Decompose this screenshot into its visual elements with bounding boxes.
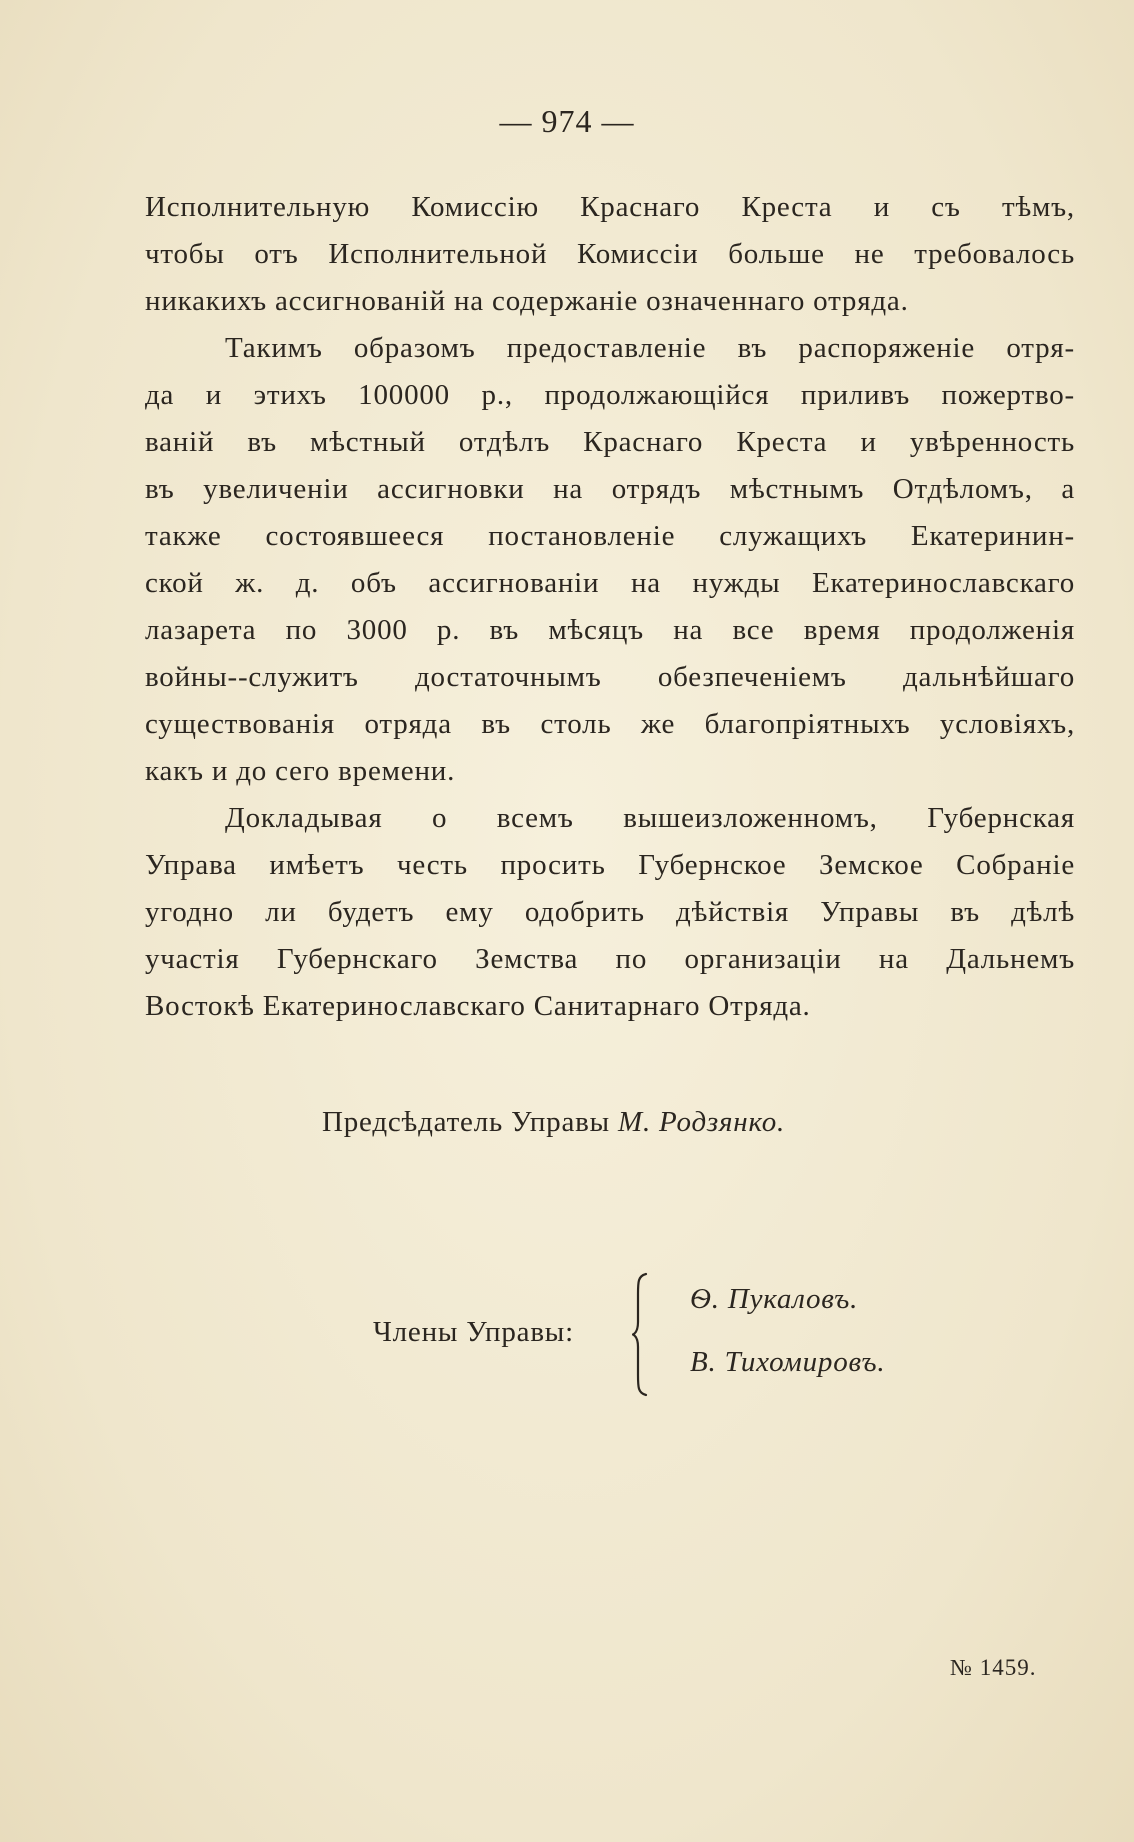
curly-brace-icon [632,1272,652,1397]
body-line: войны--служитъ достаточнымъ обезпеченіемъ дальнѣйшаго [145,661,1075,693]
page-number: — 974 — [499,103,635,139]
body-line: никакихъ ассигнованій на содержаніе означеннаго отряда. [145,285,909,317]
body-line: Управа имѣетъ честь просить Губернское Земское Собраніе [145,849,1075,881]
body-line: лазарета по 3000 р. въ мѣсяцъ на все время продолженія [145,614,1075,646]
body-line: какъ и до сего времени. [145,755,456,787]
body-line: Такимъ образомъ предоставленіе въ распоряженіе отря- [225,332,1075,364]
members-label: Члены Управы: [373,1316,574,1348]
chairman-signature: М. Родзянко. [618,1106,786,1138]
body-line: Исполнительную Комиссію Краснаго Креста и съ тѣмъ, [145,191,1075,223]
body-line: Востокѣ Екатеринославскаго Санитарнаго Отряда. [145,990,811,1022]
chairman-signature-line [322,1106,785,1139]
body-line: участія Губернскаго Земства по организаціи на Дальнемъ [145,943,1075,975]
body-line: Докладывая о всемъ вышеизложенномъ, Губернская [225,802,1075,834]
body-line: ваній въ мѣстный отдѣлъ Краснаго Креста и увѣренность [145,426,1075,458]
body-line: въ увеличеніи ассигновки на отрядъ мѣстнымъ Отдѣломъ, а [145,473,1075,505]
document-number: № 1459. [950,1655,1037,1680]
body-line: также состоявшееся постановленіе служащихъ Екатеринин- [145,520,1075,552]
body-line: существованія отряда въ столь же благопріятныхъ условіяхъ, [145,708,1075,740]
body-line: угодно ли будетъ ему одобрить дѣйствія Управы въ дѣлѣ [145,896,1075,928]
member-signature: В. Тихомировъ. [690,1346,886,1378]
member-signature: Ѳ. Пукаловъ. [690,1283,859,1315]
chairman-title: Предсѣдатель Управы [322,1106,610,1138]
body-line: ской ж. д. объ ассигнованіи на нужды Екатеринославскаго [145,567,1075,599]
body-line: да и этихъ 100000 р., продолжающійся приливъ пожертво- [145,379,1075,411]
body-line: чтобы отъ Исполнительной Комиссіи больше не требовалось [145,238,1075,270]
